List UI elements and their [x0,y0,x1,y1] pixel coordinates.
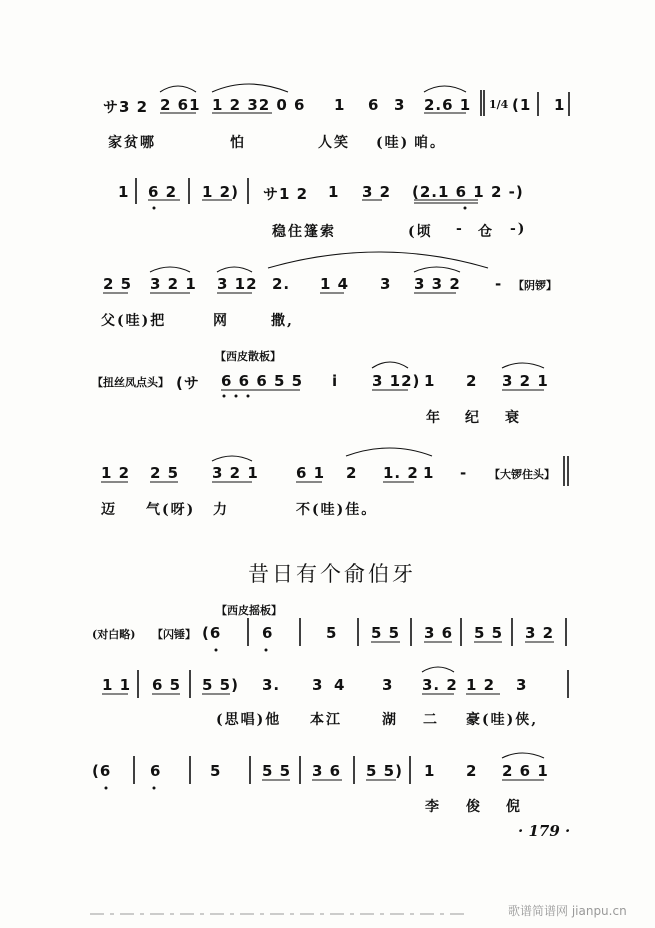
octave-dot [247,395,250,398]
time-signature: 1/4 [489,98,509,111]
lyric: 不(哇)佳。 [296,502,378,518]
note-group: 3 6 [312,762,342,780]
note-group: 1 [423,464,435,482]
note-group: (2.1 6 1 2 -) [412,183,524,201]
note-group: 5 5 [371,624,401,642]
slur [160,86,196,92]
octave-dot [215,649,218,652]
lyric: 气(呀) [146,502,196,518]
percussion-label: 【扭丝凤点头】 [92,376,169,389]
octave-dot [464,207,467,210]
lyric: 迈 [101,502,117,518]
mode-label: 【西皮摇板】 [216,604,282,617]
lyric: - [456,221,464,237]
lyric: (思唱)他 [216,712,282,728]
note-group: 6 1 [296,464,326,482]
octave-dot [223,395,226,398]
lyric: 倪 [506,799,522,815]
note-group: 5 5) [202,676,239,694]
note-group: 1 [554,96,566,114]
note-group: 1 1 [102,676,132,694]
note-group: 5 [210,762,222,780]
note-group: - [495,275,503,293]
note-group: 1 2) [202,183,239,201]
note-group: 6 [368,96,380,114]
note-group: 1. 2 [383,464,419,482]
lyric: 仓 [478,224,494,240]
note-group: (1 [512,96,532,114]
note-group: 3 2 1 [150,275,197,293]
octave-dot [105,787,108,790]
note-group: 2 [466,762,478,780]
slur [217,267,252,272]
lyric: (哇) [376,135,410,151]
song-title: 昔日有个俞伯牙 [248,562,416,586]
note-group: 1 4 [320,275,350,293]
lyric: 李 [425,799,441,815]
octave-dot [153,207,156,210]
watermark: 歌谱简谱网 jianpu.cn [508,904,627,918]
note-group: - [460,464,468,482]
slur [414,267,460,272]
note-group: 1 2 [101,464,131,482]
note-group: 1 2 32 0 [212,96,288,114]
note-group: 3 [382,676,394,694]
note-group: サ3 2 [103,98,149,116]
note-group: 1 2 [466,676,496,694]
note-group: (サ [176,374,200,392]
lyric: 纪 [465,410,481,426]
note-group: 2 61 [160,96,201,114]
note-group: 5 5) [366,762,403,780]
percussion-label: 【阴锣】 [513,279,557,292]
note-group: 2.6 1 [424,96,472,114]
octave-dot [235,395,238,398]
lyric: 湖 [382,712,398,728]
lyric: 年 [426,410,442,426]
lyric: 二 [423,712,439,728]
lyric: -) [510,221,527,237]
note-group: 3 12 [217,275,258,293]
slur [346,448,432,456]
octave-dot [153,787,156,790]
note-group: 1 [328,183,340,201]
note-group: 2 [346,464,358,482]
note-group: 3 [516,676,528,694]
note-group: 2 6 1 [502,762,549,780]
note-group: 6 2 [148,183,178,201]
note-group: 3 2 1 [502,372,549,390]
note-group: 3 2 [362,183,392,201]
note-group: 2 5 [103,275,133,293]
octave-dot [265,649,268,652]
lyric: 力 [213,502,229,518]
note-group: 3 [312,676,324,694]
lyric: 衰 [505,410,521,426]
note-group: 3 2 [525,624,555,642]
note-group: 3. 2 [422,676,458,694]
note-group: 2 5 [150,464,180,482]
note-group: 3 12) [372,372,421,390]
lyric: 本江 [310,712,342,728]
note-group: 3 2 1 [212,464,259,482]
note-group: 1 [334,96,346,114]
note-group: 1 [118,183,130,201]
note-group: (6 [202,624,222,642]
note-group: (6 [92,762,112,780]
note-group: 6 [150,762,162,780]
note-group: 4 [334,676,346,694]
lyric: 人笑 [318,135,350,151]
slur [212,84,288,92]
note-group: 5 5 [262,762,292,780]
dialogue-label: (对白略) [92,628,136,641]
slur [502,363,544,368]
note-group: 1 [424,762,436,780]
note-group: 3. [262,676,281,694]
note-group: 6 [262,624,274,642]
mode-label: 【西皮散板】 [215,350,281,363]
note-group: 3 3 2 [414,275,461,293]
note-group: 3 [380,275,392,293]
page-number: · 179 · [518,822,571,840]
note-group: i [332,372,339,390]
percussion-label: 【闪锤】 [152,628,196,641]
slur [212,456,252,461]
note-group: 5 5 [474,624,504,642]
note-group: 6 5 [152,676,182,694]
lyric: 稳住篷索 [272,224,336,240]
note-group: 3 [394,96,406,114]
note-group: 5 [326,624,338,642]
lyric: 家贫哪 [108,135,156,151]
slur [424,86,466,92]
note-group: 6 [294,96,306,114]
slur [150,267,190,272]
slur [372,362,408,368]
lyric: 网 [213,313,229,329]
lyric: 俊 [466,799,482,815]
percussion-label: 【大锣住头】 [489,468,555,481]
note-group: 3 6 [424,624,454,642]
slur [502,753,544,758]
lyric: 豪(哇)侠, [466,712,539,728]
note-group: サ1 2 [263,185,309,203]
lyric: 咱。 [414,135,446,151]
slur [422,667,454,672]
note-group: 6 6 6 5 5 [221,372,304,390]
lyric: 怕 [230,135,246,151]
note-group: 2. [272,275,291,293]
note-group: 1 [424,372,436,390]
note-group: 2 [466,372,478,390]
lyric: (顷 [408,224,433,240]
tie [268,252,488,268]
lyric: 撒, [271,313,294,329]
lyric: 父(哇)把 [101,313,167,329]
